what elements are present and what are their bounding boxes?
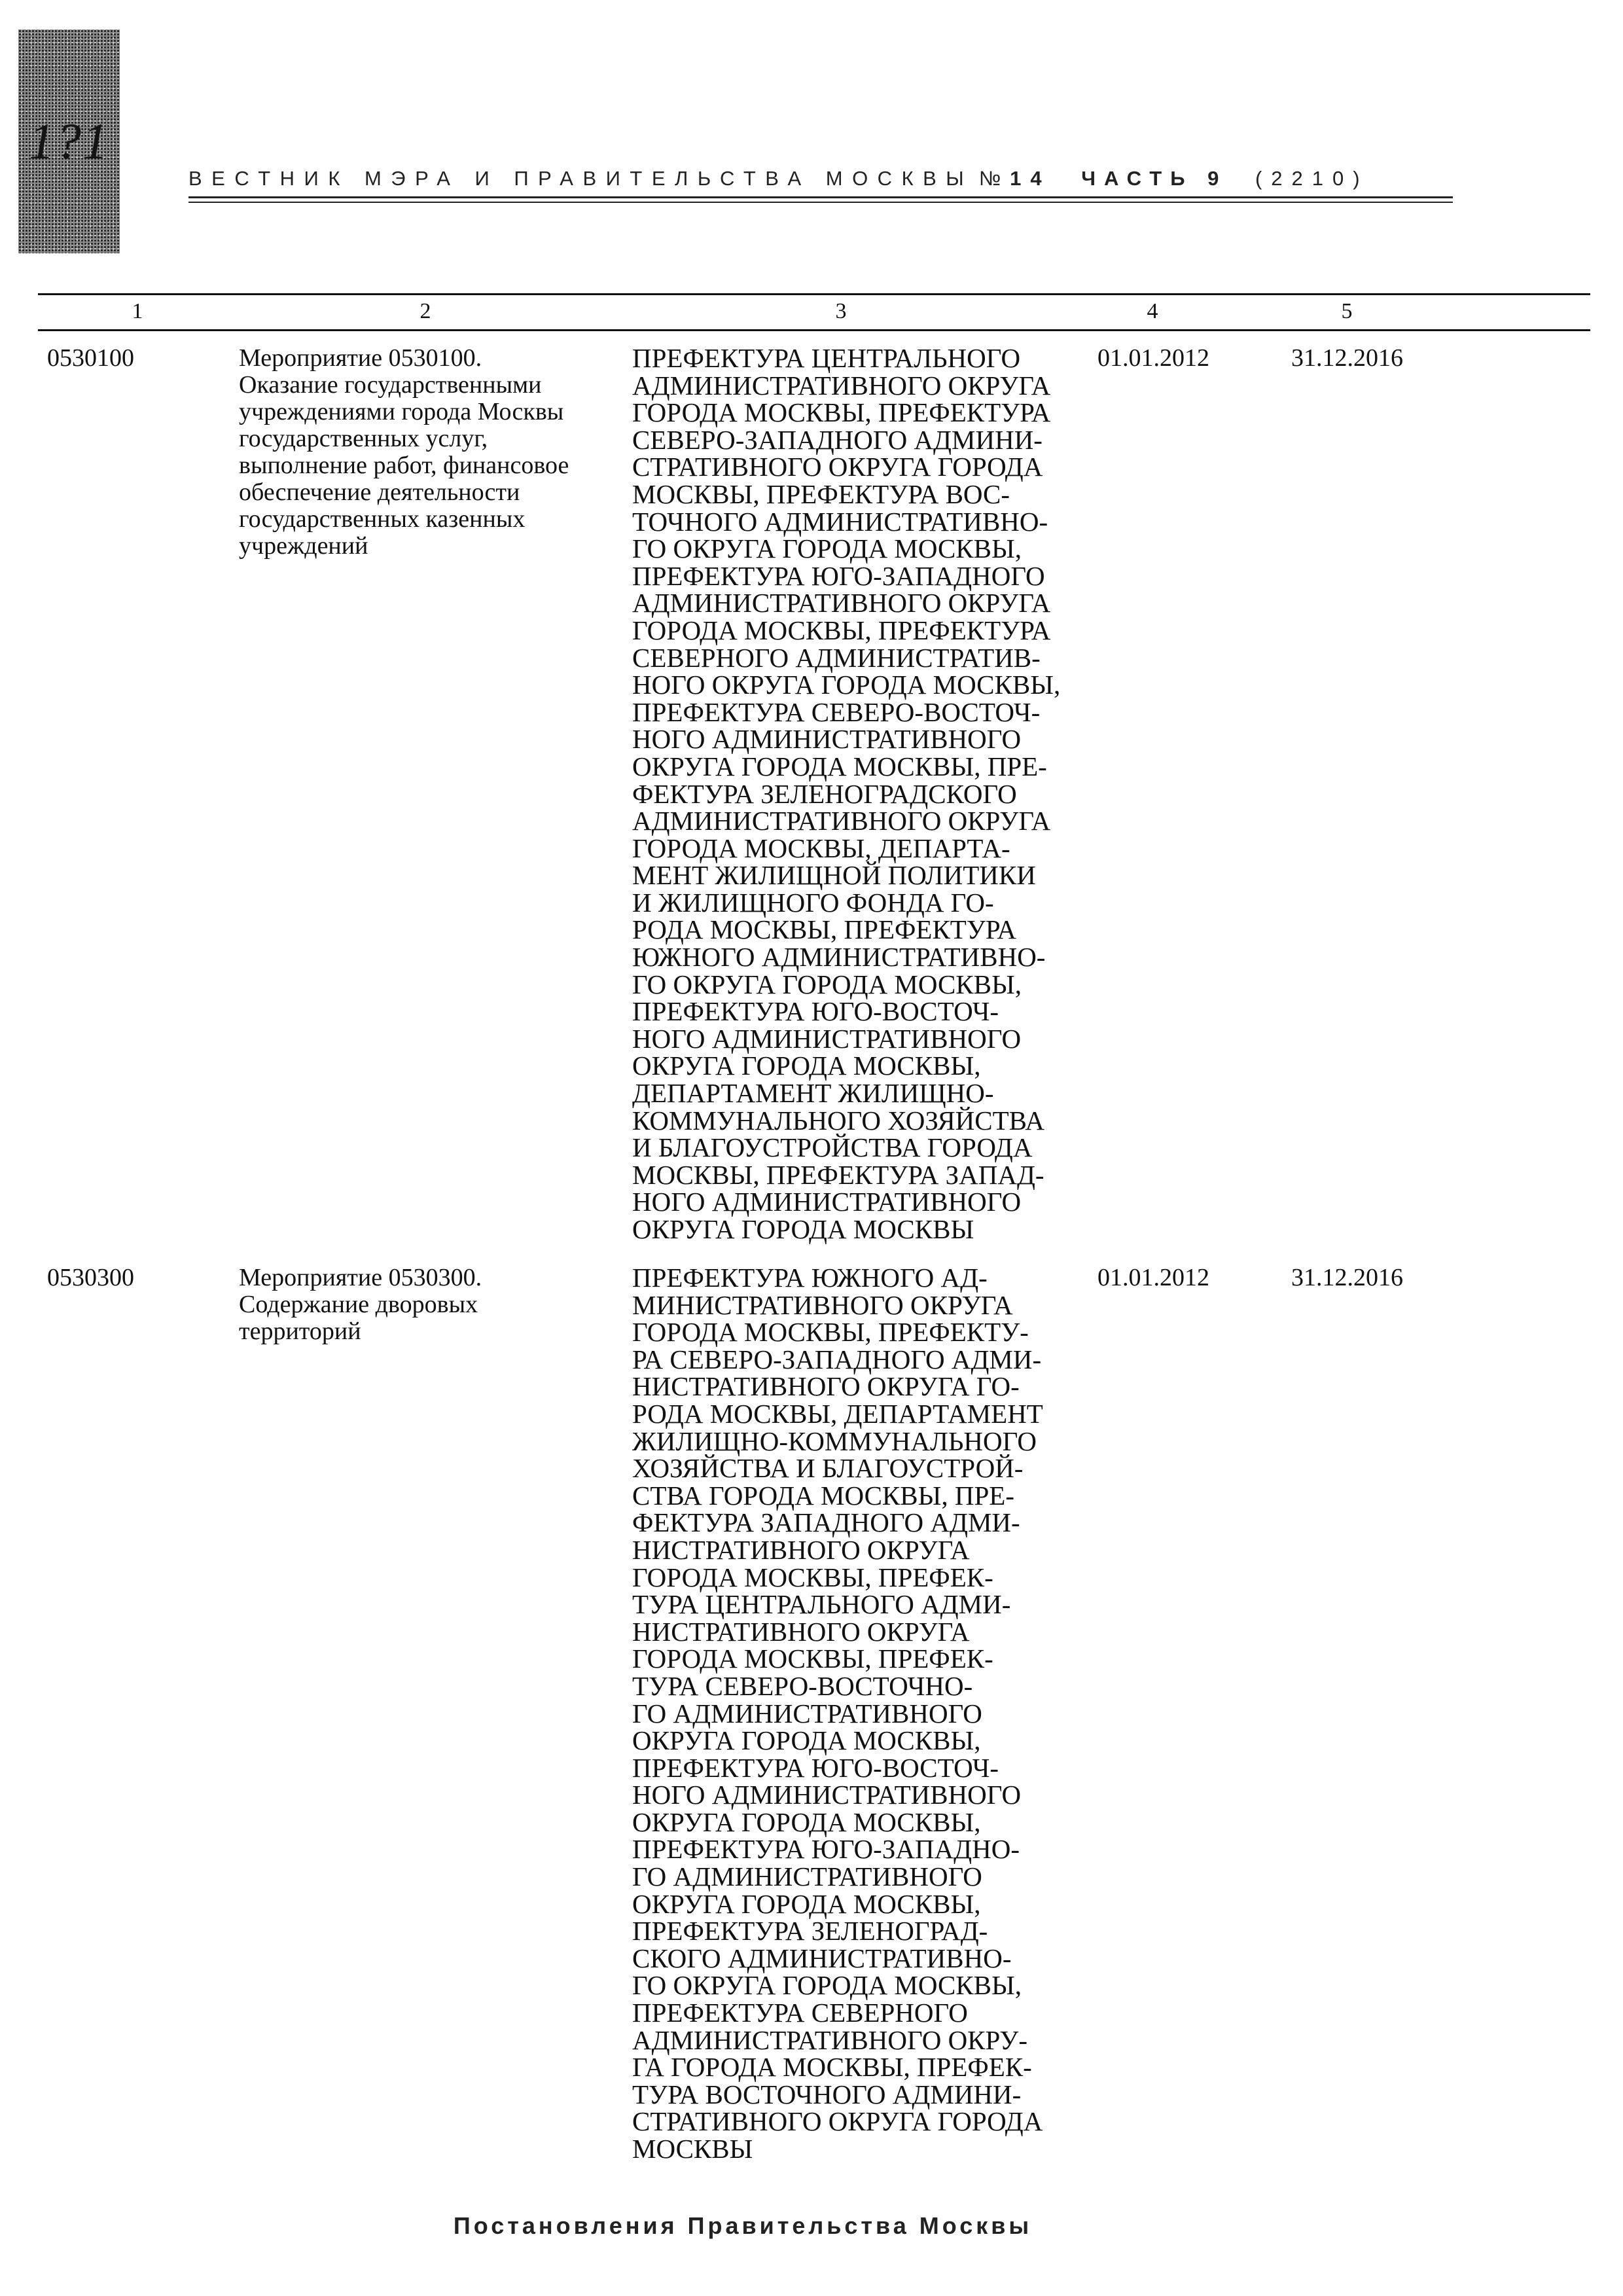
authority-line: ПРЕФЕКТУРА СЕВЕРО-ВОСТОЧ-	[632, 696, 1041, 727]
row-1-code: 0530100	[47, 344, 134, 372]
authority-line: ТОЧНОГО АДМИНИСТРАТИВНО-	[632, 506, 1048, 537]
masthead-part: ЧАСТЬ 9	[1081, 167, 1228, 190]
authority-line: СТВА ГОРОДА МОСКВЫ, ПРЕ-	[632, 1480, 1014, 1511]
row-1-event	[239, 345, 569, 560]
section-footer: Постановления Правительства Москвы	[453, 2212, 1033, 2239]
masthead	[188, 166, 1453, 192]
row-1-end-date: 31.12.2016	[1291, 344, 1403, 372]
masthead-rule	[188, 196, 1453, 198]
authority-line: ГОРОДА МОСКВЫ, ПРЕФЕК-	[632, 1562, 993, 1592]
authority-line: СТРАТИВНОГО ОКРУГА ГОРОДА	[632, 2106, 1043, 2137]
authority-line: КОММУНАЛЬНОГО ХОЗЯЙСТВА	[632, 1105, 1045, 1136]
event-line: государственных услуг,	[239, 425, 488, 452]
event-line: Содержание дворовых	[239, 1291, 478, 1318]
authority-line: ОКРУГА ГОРОДА МОСКВЫ,	[632, 1806, 981, 1837]
column-header-5: 5	[1341, 299, 1353, 323]
authority-line: ГОРОДА МОСКВЫ, ПРЕФЕКТУРА	[632, 615, 1051, 645]
event-line: выполнение работ, финансовое	[239, 452, 569, 479]
authority-line: ЮЖНОГО АДМИНИСТРАТИВНО-	[632, 942, 1046, 973]
table-header-rule	[38, 329, 1590, 331]
authority-line: АДМИНИСТРАТИВНОГО ОКРУГА	[632, 806, 1051, 836]
authority-line: ОКРУГА ГОРОДА МОСКВЫ,	[632, 1050, 981, 1081]
authority-line: НИСТРАТИВНОГО ОКРУГА	[632, 1534, 970, 1565]
row-1-start-date: 01.01.2012	[1097, 344, 1209, 372]
authority-line: ПРЕФЕКТУРА СЕВЕРНОГО	[632, 1998, 968, 2028]
event-line: Оказание государственными	[239, 371, 542, 399]
authority-line: НОГО АДМИНИСТРАТИВНОГО	[632, 1023, 1022, 1054]
authority-line: ГО ОКРУГА ГОРОДА МОСКВЫ,	[632, 533, 1022, 564]
page-number-text: 1?1	[29, 113, 109, 170]
authority-line: ОКРУГА ГОРОДА МОСКВЫ, ПРЕ-	[632, 751, 1047, 781]
authority-line: НОГО АДМИНИСТРАТИВНОГО	[632, 724, 1022, 755]
authority-line: ПРЕФЕКТУРА ЮГО-ВОСТОЧ-	[632, 996, 999, 1027]
authority-line: ГОРОДА МОСКВЫ, ДЕПАРТА-	[632, 833, 1010, 863]
authority-line: И ЖИЛИЩНОГО ФОНДА ГО-	[632, 887, 994, 918]
authority-line: МОСКВЫ, ПРЕФЕКТУРА ЗАПАД-	[632, 1159, 1044, 1190]
authority-line: ТУРА ЦЕНТРАЛЬНОГО АДМИ-	[632, 1589, 1011, 1620]
authority-line: СЕВЕРО-ЗАПАДНОГО АДМИНИ-	[632, 424, 1043, 455]
row-2-event	[239, 1265, 482, 1345]
event-line: обеспечение деятельности	[239, 478, 520, 506]
column-header-1: 1	[132, 299, 143, 323]
authority-line: ДЕПАРТАМЕНТ ЖИЛИЩНО-	[632, 1078, 994, 1109]
event-line: государственных казенных	[239, 505, 526, 533]
authority-line: ГО ОКРУГА ГОРОДА МОСКВЫ,	[632, 969, 1022, 999]
authority-line: АДМИНИСТРАТИВНОГО ОКРУГА	[632, 588, 1051, 619]
row-2-code: 0530300	[47, 1264, 134, 1291]
authority-line: ТУРА СЕВЕРО-ВОСТОЧНО-	[632, 1670, 973, 1701]
column-header-2: 2	[419, 299, 431, 323]
table-top-rule	[38, 293, 1590, 295]
page-number	[18, 29, 120, 253]
authority-line: НОГО АДМИНИСТРАТИВНОГО	[632, 1780, 1022, 1810]
authority-line: ТУРА ВОСТОЧНОГО АДМИНИ-	[632, 2079, 1022, 2109]
authority-line: ГОРОДА МОСКВЫ, ПРЕФЕКТУ-	[632, 1317, 1029, 1348]
authority-line: ПРЕФЕКТУРА ЮГО-ЗАПАДНОГО	[632, 560, 1045, 591]
authority-line: ОКРУГА ГОРОДА МОСКВЫ	[632, 1214, 974, 1244]
event-line: учреждений	[239, 532, 368, 560]
authority-line: ОКРУГА ГОРОДА МОСКВЫ,	[632, 1888, 981, 1919]
masthead-title: ВЕСТНИК МЭРА И ПРАВИТЕЛЬСТВА МОСКВЫ	[188, 167, 974, 190]
event-line: Мероприятие 0530300.	[239, 1264, 482, 1291]
authority-line: СЕВЕРНОГО АДМИНИСТРАТИВ-	[632, 642, 1041, 673]
authority-line: АДМИНИСТРАТИВНОГО ОКРУГА	[632, 370, 1051, 401]
authority-line: ПРЕФЕКТУРА ЮЖНОГО АД-	[632, 1263, 988, 1293]
authority-line: НИСТРАТИВНОГО ОКРУГА	[632, 1616, 970, 1647]
authority-line: МОСКВЫ	[632, 2134, 753, 2164]
authority-line: РОДА МОСКВЫ, ДЕПАРТАМЕНТ	[632, 1398, 1043, 1429]
authority-line: ПРЕФЕКТУРА ЦЕНТРАЛЬНОГО	[632, 343, 1021, 373]
authority-line: ХОЗЯЙСТВА И БЛАГОУСТРОЙ-	[632, 1453, 1024, 1484]
event-line: Мероприятие 0530100.	[239, 344, 482, 372]
authority-line: МОСКВЫ, ПРЕФЕКТУРА ВОС-	[632, 478, 1010, 509]
authority-line: ПРЕФЕКТУРА ЗЕЛЕНОГРАД-	[632, 1916, 988, 1946]
row-2-end-date: 31.12.2016	[1291, 1264, 1403, 1291]
authority-line: ФЕКТУРА ЗАПАДНОГО АДМИ-	[632, 1507, 1020, 1538]
authority-line: НИСТРАТИВНОГО ОКРУГА ГО-	[632, 1371, 1020, 1402]
row-2-authority	[632, 1265, 1043, 2163]
authority-line: НОГО АДМИНИСТРАТИВНОГО	[632, 1187, 1022, 1217]
authority-line: АДМИНИСТРАТИВНОГО ОКРУ-	[632, 2024, 1027, 2055]
authority-line: СКОГО АДМИНИСТРАТИВНО-	[632, 1943, 1012, 1973]
authority-line: ФЕКТУРА ЗЕЛЕНОГРАДСКОГО	[632, 778, 1017, 809]
column-header-3: 3	[835, 299, 847, 323]
column-header-4: 4	[1147, 299, 1158, 323]
authority-line: ГОРОДА МОСКВЫ, ПРЕФЕК-	[632, 1643, 993, 1674]
authority-line: ЖИЛИЩНО-КОММУНАЛЬНОГО	[632, 1426, 1037, 1456]
authority-line: НОГО ОКРУГА ГОРОДА МОСКВЫ,	[632, 670, 1061, 700]
masthead-issue-number: 14	[1010, 167, 1051, 190]
authority-line: И БЛАГОУСТРОЙСТВА ГОРОДА	[632, 1132, 1033, 1163]
event-line: учреждениями города Москвы	[239, 398, 564, 425]
authority-line: ПРЕФЕКТУРА ЮГО-ЗАПАДНО-	[632, 1834, 1020, 1865]
authority-line: ОКРУГА ГОРОДА МОСКВЫ,	[632, 1725, 981, 1756]
masthead-rule	[188, 202, 1453, 203]
row-1-authority	[632, 345, 1060, 1244]
authority-line: ПРЕФЕКТУРА ЮГО-ВОСТОЧ-	[632, 1752, 999, 1783]
masthead-issue-prefix: №	[978, 167, 1010, 190]
authority-line: ГА ГОРОДА МОСКВЫ, ПРЕФЕК-	[632, 2052, 1032, 2083]
authority-line: ГО АДМИНИСТРАТИВНОГО	[632, 1698, 982, 1729]
masthead-serial: (2210)	[1255, 167, 1369, 190]
authority-line: ГО АДМИНИСТРАТИВНОГО	[632, 1861, 982, 1892]
authority-line: МИНИСТРАТИВНОГО ОКРУГА	[632, 1289, 1013, 1320]
authority-line: РА СЕВЕРО-ЗАПАДНОГО АДМИ-	[632, 1344, 1042, 1374]
authority-line: МЕНТ ЖИЛИЩНОЙ ПОЛИТИКИ	[632, 860, 1036, 891]
authority-line: ГОРОДА МОСКВЫ, ПРЕФЕКТУРА	[632, 397, 1051, 428]
authority-line: ГО ОКРУГА ГОРОДА МОСКВЫ,	[632, 1970, 1022, 2001]
row-2-start-date: 01.01.2012	[1097, 1264, 1209, 1291]
authority-line: РОДА МОСКВЫ, ПРЕФЕКТУРА	[632, 914, 1017, 945]
event-line: территорий	[239, 1318, 361, 1345]
authority-line: СТРАТИВНОГО ОКРУГА ГОРОДА	[632, 452, 1043, 482]
